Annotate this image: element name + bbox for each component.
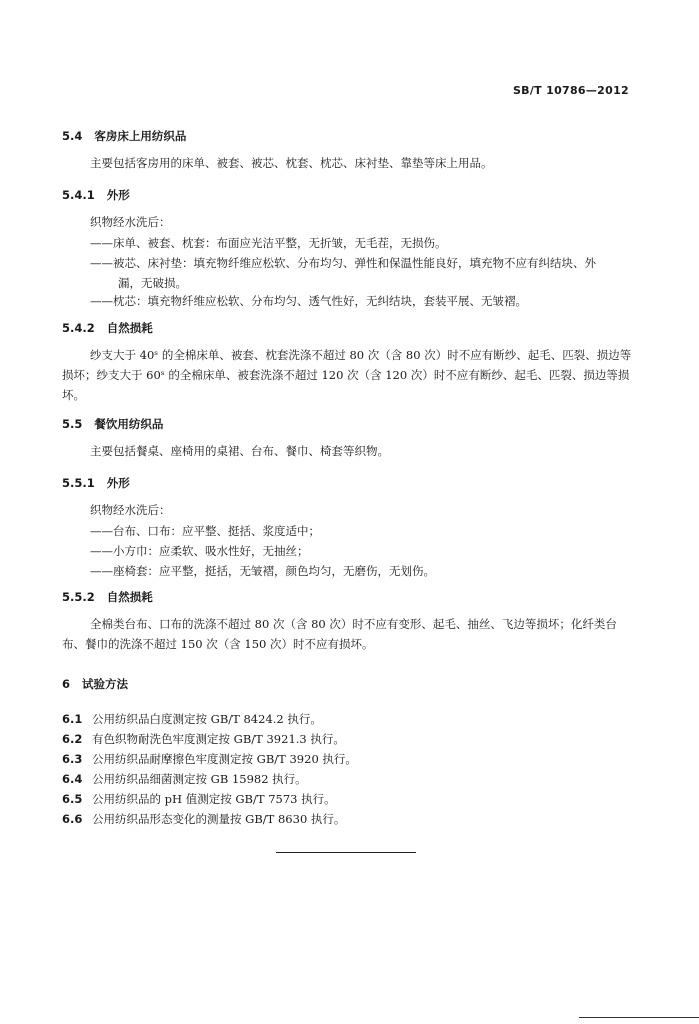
list-item-5-4-1-3: ——枕芯：填充物纤维应松软、分布均匀、透气性好，无纠结块，套装平展、无皱褶。 bbox=[90, 294, 527, 308]
section-heading-6 bbox=[62, 676, 128, 692]
list-item-text: ——被芯、床衬垫：填充物纤维应松软、分布均匀、弹性和保温性能良好，填充物不应有纠结块、外 bbox=[90, 256, 596, 270]
list-item-5-4-1-1: ——床单、被套、枕套：布面应光洁平整，无折皱，无毛茬，无损伤。 bbox=[90, 236, 447, 250]
paragraph-5-4-intro: 主要包括客房用的床单、被套、被芯、枕套、枕芯、床衬垫、靠垫等床上用品。 bbox=[90, 156, 493, 170]
list-item-continuation: 漏，无破损。 bbox=[118, 276, 187, 290]
item-number: 6.3 bbox=[62, 752, 83, 766]
list-item-6-5 bbox=[62, 789, 336, 809]
section-title: 外形 bbox=[106, 476, 130, 490]
end-of-document-line bbox=[276, 852, 416, 853]
section-number: 6 bbox=[62, 677, 71, 691]
section-number: 5.5.1 bbox=[62, 476, 95, 490]
list-item-5-5-1-2: ——小方巾：应柔软、吸水性好，无抽丝； bbox=[90, 544, 309, 558]
paragraph-5-4-2: 纱支大于 40ˢ 的全棉床单、被套、枕套洗涤不超过 80 次（含 80 次）时不应有断纱、起毛、匹裂、损边等损坏；纱支大于 60ˢ 的全棉床单、被套洗涤不超过 120 次（含 120 次）时不应有断纱、起毛、匹裂、损边等损坏。 bbox=[62, 348, 632, 402]
list-item-6-4 bbox=[62, 769, 307, 789]
section-title: 自然损耗 bbox=[106, 321, 153, 335]
item-number: 6.1 bbox=[62, 712, 83, 726]
section-number: 5.4 bbox=[62, 129, 83, 143]
section-title: 自然损耗 bbox=[106, 590, 153, 604]
item-text: 公用纺织品细菌测定按 GB 15982 执行。 bbox=[92, 772, 307, 786]
item-number: 6.4 bbox=[62, 772, 83, 786]
document-code: SB/T 10786—2012 bbox=[512, 84, 629, 97]
item-text: 公用纺织品耐摩擦色牢度测定按 GB/T 3920 执行。 bbox=[92, 752, 357, 766]
section-heading-5-5 bbox=[62, 416, 163, 432]
item-number: 6.2 bbox=[62, 732, 83, 746]
section-heading-5-4-2 bbox=[62, 320, 153, 336]
section-number: 5.5 bbox=[62, 417, 83, 431]
list-item-6-6 bbox=[62, 809, 345, 829]
section-number: 5.4.1 bbox=[62, 188, 95, 202]
item-text: 公用纺织品白度测定按 GB/T 8424.2 执行。 bbox=[92, 712, 322, 726]
section-title: 外形 bbox=[106, 188, 130, 202]
section-number: 5.4.2 bbox=[62, 321, 95, 335]
section-title: 客房床上用纺织品 bbox=[94, 129, 187, 143]
scan-edge-line bbox=[579, 1017, 699, 1018]
section-heading-5-5-1 bbox=[62, 475, 130, 491]
section-number: 5.5.2 bbox=[62, 590, 95, 604]
paragraph-5-4-1-lead: 织物经水洗后： bbox=[90, 215, 171, 229]
section-heading-5-4-1 bbox=[62, 187, 130, 203]
section-title: 试验方法 bbox=[82, 677, 129, 691]
item-number: 6.5 bbox=[62, 792, 83, 806]
list-item-5-4-1-2 bbox=[90, 253, 633, 293]
section-heading-5-5-2 bbox=[62, 589, 153, 605]
paragraph-5-5-1-lead: 织物经水洗后： bbox=[90, 503, 171, 517]
list-item-5-5-1-3: ——座椅套：应平整，挺括，无皱褶，颜色均匀，无磨伤，无划伤。 bbox=[90, 564, 435, 578]
item-number: 6.6 bbox=[62, 812, 83, 826]
list-item-6-3 bbox=[62, 749, 357, 769]
paragraph-5-5-2: 全棉类台布、口布的洗涤不超过 80 次（含 80 次）时不应有变形、起毛、抽丝、飞边等损坏；化纤类台布、餐巾的洗涤不超过 150 次（含 150 次）时不应有损坏。 bbox=[62, 617, 617, 651]
list-item-6-1 bbox=[62, 709, 322, 729]
item-text: 有色织物耐洗色牢度测定按 GB/T 3921.3 执行。 bbox=[92, 732, 345, 746]
list-item-6-2 bbox=[62, 729, 345, 749]
list-item-5-5-1-1: ——台布、口布：应平整、挺括、浆度适中； bbox=[90, 524, 320, 538]
item-text: 公用纺织品形态变化的测量按 GB/T 8630 执行。 bbox=[92, 812, 346, 826]
section-title: 餐饮用纺织品 bbox=[94, 417, 164, 431]
section-heading-5-4 bbox=[62, 128, 186, 144]
item-text: 公用纺织品的 pH 值测定按 GB/T 7573 执行。 bbox=[92, 792, 336, 806]
paragraph-5-5-intro: 主要包括餐桌、座椅用的桌裙、台布、餐巾、椅套等织物。 bbox=[90, 444, 389, 458]
